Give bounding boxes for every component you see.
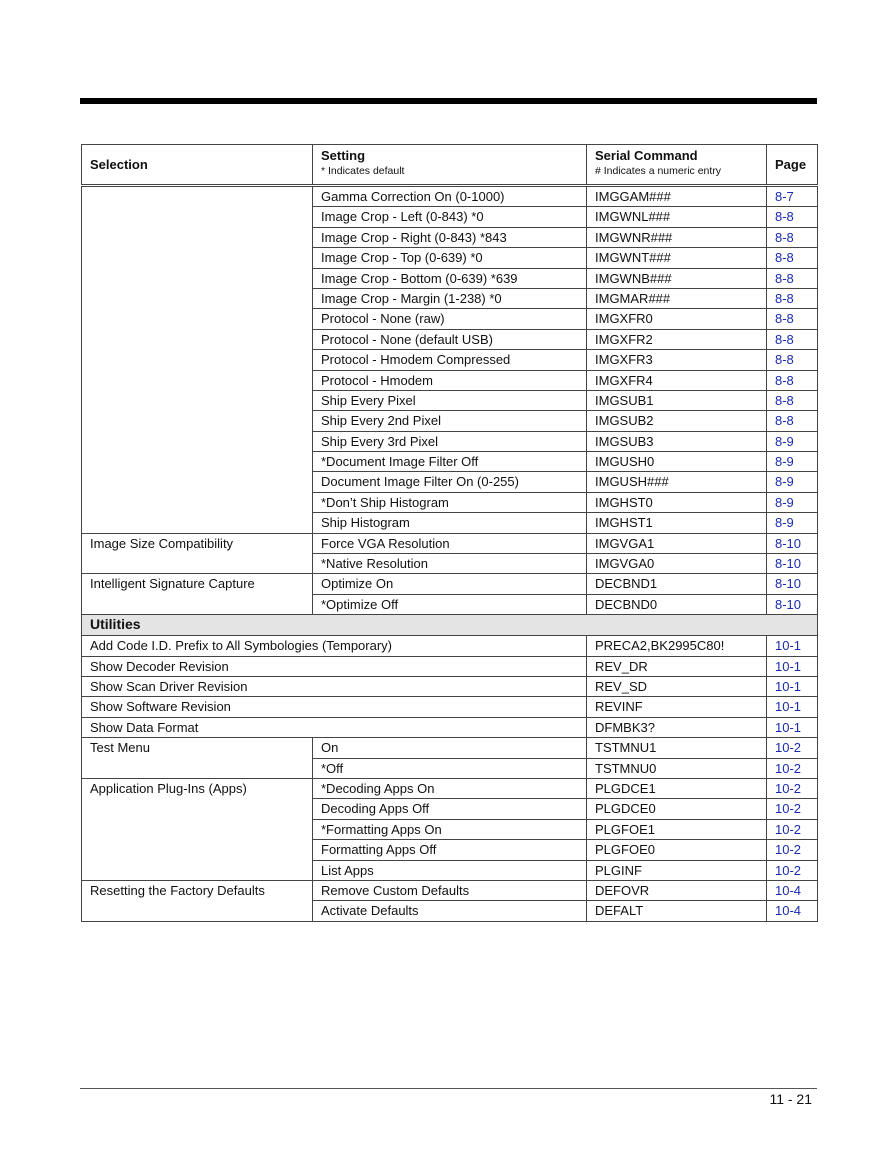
selection-cell: Show Data Format (82, 717, 587, 737)
setting-cell: List Apps (313, 860, 587, 880)
selection-cell: Show Decoder Revision (82, 656, 587, 676)
setting-cell: Image Crop - Margin (1-238) *0 (313, 288, 587, 308)
page-link[interactable]: 8-10 (767, 554, 818, 574)
page-link[interactable]: 8-8 (767, 288, 818, 308)
page-link[interactable]: 8-10 (767, 533, 818, 553)
table-row (82, 778, 818, 798)
page-number: 11 - 21 (769, 1091, 812, 1107)
setting-cell: Document Image Filter On (0-255) (313, 472, 587, 492)
page-link[interactable]: 10-4 (767, 880, 818, 900)
setting-cell: Remove Custom Defaults (313, 880, 587, 900)
serial-command-cell: DECBND1 (587, 574, 767, 594)
page-link[interactable]: 10-2 (767, 758, 818, 778)
table-row (82, 186, 818, 207)
page-link[interactable]: 10-2 (767, 860, 818, 880)
setting-cell: Image Crop - Bottom (0-639) *639 (313, 268, 587, 288)
page-link[interactable]: 10-1 (767, 676, 818, 696)
selection-cell: Add Code I.D. Prefix to All Symbologies (Temporary) (82, 636, 587, 656)
serial-command-cell: IMGVGA1 (587, 533, 767, 553)
setting-cell: Activate Defaults (313, 901, 587, 921)
serial-command-cell: IMGHST0 (587, 492, 767, 512)
serial-command-cell: DECBND0 (587, 594, 767, 614)
serial-command-cell: IMGUSH### (587, 472, 767, 492)
page-link[interactable]: 10-2 (767, 819, 818, 839)
page-link[interactable]: 8-9 (767, 472, 818, 492)
serial-command-cell: REV_SD (587, 676, 767, 696)
page-link[interactable]: 8-8 (767, 268, 818, 288)
serial-command-cell: DFMBK3? (587, 717, 767, 737)
serial-command-cell: IMGHST1 (587, 513, 767, 533)
setting-cell: Optimize On (313, 574, 587, 594)
selection-cell: Intelligent Signature Capture (82, 574, 313, 615)
page-link[interactable]: 10-4 (767, 901, 818, 921)
serial-command-cell: REV_DR (587, 656, 767, 676)
page-link[interactable]: 8-8 (767, 309, 818, 329)
setting-cell: *Decoding Apps On (313, 778, 587, 798)
page-link[interactable]: 10-1 (767, 636, 818, 656)
serial-command-cell: TSTMNU0 (587, 758, 767, 778)
page-link[interactable]: 8-8 (767, 390, 818, 410)
setting-cell: Gamma Correction On (0-1000) (313, 186, 587, 207)
serial-command-cell: PLGINF (587, 860, 767, 880)
setting-cell: Image Crop - Top (0-639) *0 (313, 248, 587, 268)
serial-command-cell: PLGDCE1 (587, 778, 767, 798)
command-table (81, 144, 818, 922)
table-row (82, 697, 818, 717)
serial-command-cell: IMGWNR### (587, 227, 767, 247)
page-link[interactable]: 8-9 (767, 452, 818, 472)
serial-command-cell: IMGXFR4 (587, 370, 767, 390)
selection-cell: Show Software Revision (82, 697, 587, 717)
setting-cell: Protocol - Hmodem Compressed (313, 350, 587, 370)
page-link[interactable]: 8-9 (767, 431, 818, 451)
table-row (82, 738, 818, 758)
table-row (82, 676, 818, 696)
serial-command-cell: IMGUSH0 (587, 452, 767, 472)
serial-command-cell: DEFALT (587, 901, 767, 921)
header-selection: Selection (82, 145, 313, 186)
page-link[interactable]: 8-8 (767, 227, 818, 247)
table-row (82, 636, 818, 656)
header-serial-note: # Indicates a numeric entry (595, 165, 722, 177)
serial-command-cell: PLGFOE0 (587, 840, 767, 860)
page-link[interactable]: 8-8 (767, 207, 818, 227)
bottom-rule (80, 1088, 817, 1089)
serial-command-cell: IMGVGA0 (587, 554, 767, 574)
setting-cell: Image Crop - Right (0-843) *843 (313, 227, 587, 247)
serial-command-cell: IMGSUB3 (587, 431, 767, 451)
selection-cell: Test Menu (82, 738, 313, 779)
serial-command-cell: IMGSUB2 (587, 411, 767, 431)
serial-command-cell: REVINF (587, 697, 767, 717)
setting-cell: Protocol - Hmodem (313, 370, 587, 390)
serial-command-cell: IMGXFR3 (587, 350, 767, 370)
setting-cell: Ship Every 3rd Pixel (313, 431, 587, 451)
setting-cell: *Don’t Ship Histogram (313, 492, 587, 512)
page-link[interactable]: 8-8 (767, 329, 818, 349)
header-setting: Setting * Indicates default (313, 145, 587, 186)
page-link[interactable]: 10-2 (767, 840, 818, 860)
setting-cell: *Document Image Filter Off (313, 452, 587, 472)
serial-command-cell: IMGXFR2 (587, 329, 767, 349)
header-page: Page (767, 145, 818, 186)
serial-command-cell: PLGFOE1 (587, 819, 767, 839)
setting-cell: Force VGA Resolution (313, 533, 587, 553)
page-link[interactable]: 8-10 (767, 574, 818, 594)
selection-cell: Show Scan Driver Revision (82, 676, 587, 696)
selection-cell: Application Plug-Ins (Apps) (82, 778, 313, 880)
setting-cell: *Optimize Off (313, 594, 587, 614)
setting-cell: *Off (313, 758, 587, 778)
page-link[interactable]: 10-1 (767, 717, 818, 737)
serial-command-cell: IMGSUB1 (587, 390, 767, 410)
serial-command-cell: DEFOVR (587, 880, 767, 900)
table-row (82, 717, 818, 737)
selection-cell (82, 186, 313, 534)
serial-command-cell: IMGGAM### (587, 186, 767, 207)
setting-cell: *Formatting Apps On (313, 819, 587, 839)
page-link[interactable]: 8-8 (767, 411, 818, 431)
selection-cell: Resetting the Factory Defaults (82, 880, 313, 921)
selection-cell: Image Size Compatibility (82, 533, 313, 574)
page-link[interactable]: 8-10 (767, 594, 818, 614)
page-link[interactable]: 10-2 (767, 778, 818, 798)
serial-command-cell: PRECA2,BK2995C80! (587, 636, 767, 656)
header-serial-command: Serial Command # Indicates a numeric entry (587, 145, 767, 186)
setting-cell: Protocol - None (raw) (313, 309, 587, 329)
setting-cell: *Native Resolution (313, 554, 587, 574)
setting-cell: Ship Every 2nd Pixel (313, 411, 587, 431)
section-title: Utilities (82, 615, 818, 636)
page-link[interactable]: 8-8 (767, 350, 818, 370)
table-header-row (82, 145, 818, 186)
setting-cell: On (313, 738, 587, 758)
setting-cell: Decoding Apps Off (313, 799, 587, 819)
setting-cell: Ship Histogram (313, 513, 587, 533)
page-link[interactable]: 10-2 (767, 799, 818, 819)
page-link[interactable]: 10-1 (767, 656, 818, 676)
table-row (82, 880, 818, 900)
top-rule (80, 98, 817, 104)
page-link[interactable]: 8-9 (767, 492, 818, 512)
setting-cell: Protocol - None (default USB) (313, 329, 587, 349)
table-row (82, 574, 818, 594)
page-link[interactable]: 8-7 (767, 186, 818, 207)
serial-command-cell: IMGWNB### (587, 268, 767, 288)
section-row (82, 615, 818, 636)
page-link[interactable]: 8-8 (767, 370, 818, 390)
serial-command-cell: TSTMNU1 (587, 738, 767, 758)
setting-cell: Ship Every Pixel (313, 390, 587, 410)
serial-command-cell: PLGDCE0 (587, 799, 767, 819)
page-link[interactable]: 10-1 (767, 697, 818, 717)
page-link[interactable]: 8-9 (767, 513, 818, 533)
table-row (82, 533, 818, 553)
serial-command-cell: IMGXFR0 (587, 309, 767, 329)
table-row (82, 656, 818, 676)
setting-cell: Image Crop - Left (0-843) *0 (313, 207, 587, 227)
serial-command-cell: IMGMAR### (587, 288, 767, 308)
serial-command-cell: IMGWNL### (587, 207, 767, 227)
header-setting-note: * Indicates default (321, 165, 405, 177)
table-body (82, 186, 818, 922)
page-link[interactable]: 10-2 (767, 738, 818, 758)
serial-command-cell: IMGWNT### (587, 248, 767, 268)
page-link[interactable]: 8-8 (767, 248, 818, 268)
setting-cell: Formatting Apps Off (313, 840, 587, 860)
